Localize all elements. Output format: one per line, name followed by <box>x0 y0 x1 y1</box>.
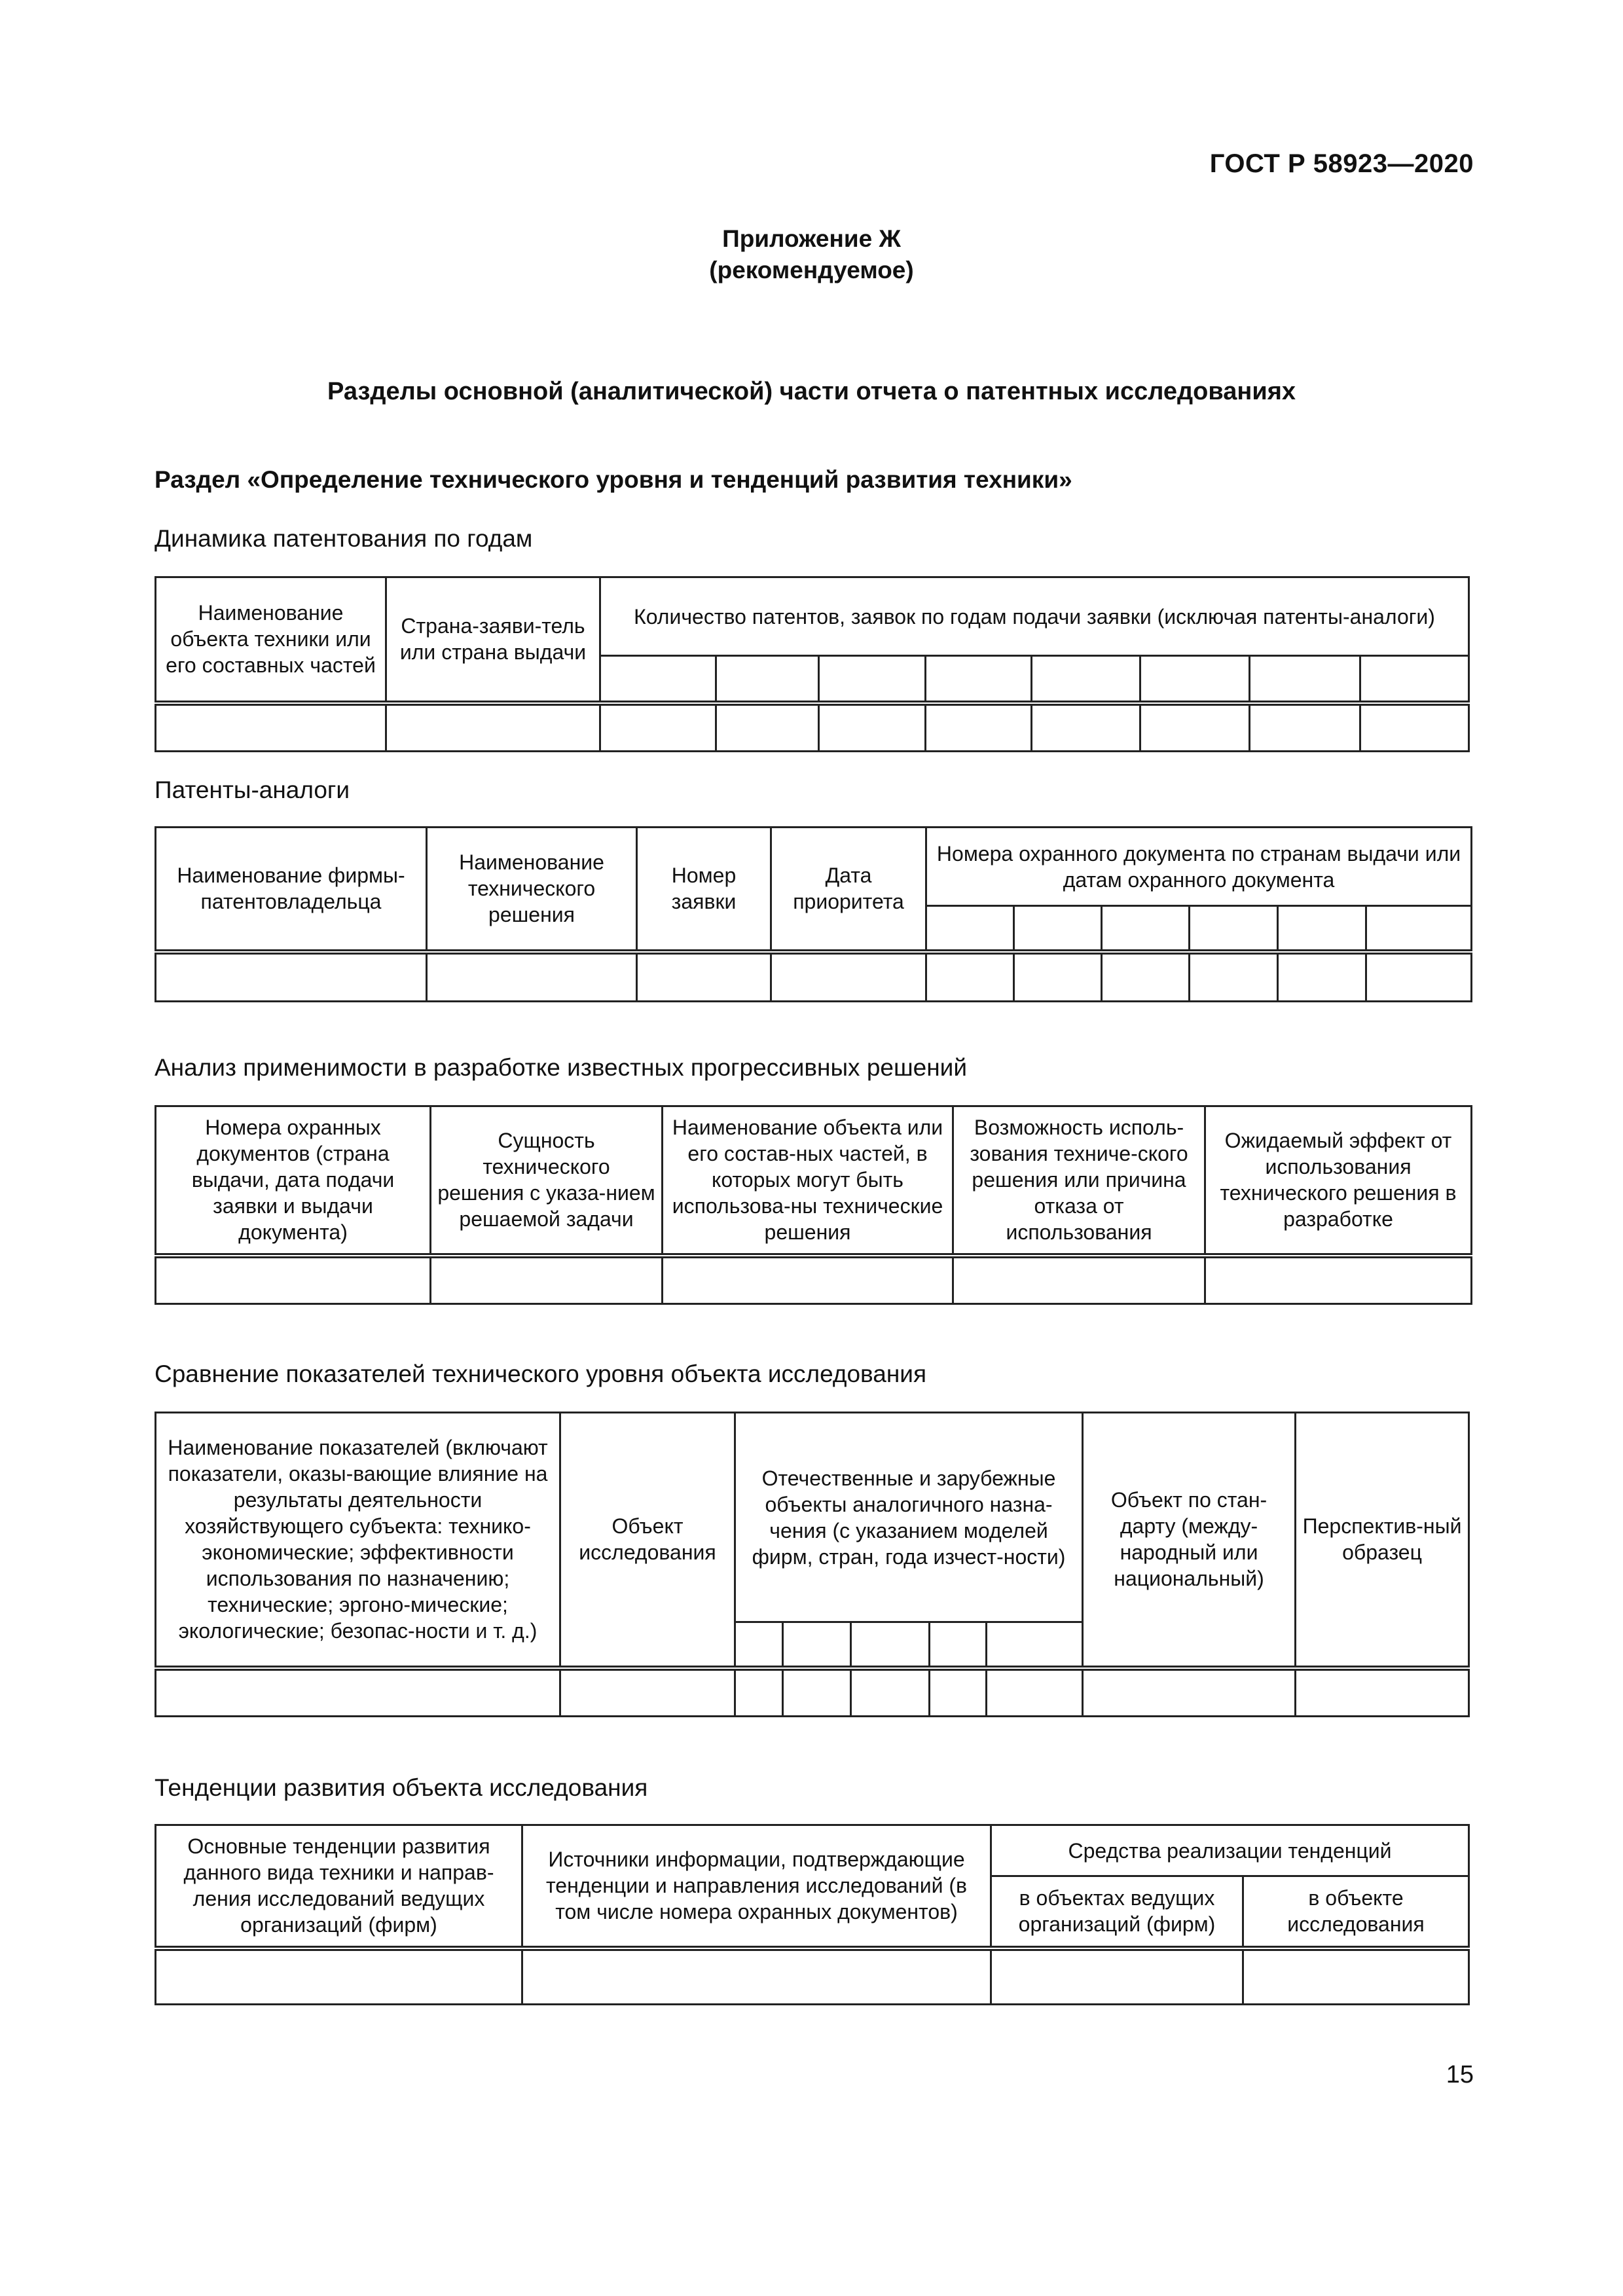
t5-data-cell <box>1243 1948 1469 2005</box>
appendix-status: (рекомендуемое) <box>709 257 914 283</box>
t2-data-cell <box>156 952 427 1002</box>
t4-sub-cell <box>851 1622 930 1668</box>
t1-header-object: Наименование объекта техники или его составных частей <box>156 577 386 703</box>
t1-data-cell <box>1140 703 1250 752</box>
patent-analogs-table <box>155 826 1472 1002</box>
t4-data-cell <box>156 1668 560 1717</box>
t1-data-cell <box>1250 703 1360 752</box>
t2-header-solution: Наименование технического решения <box>427 828 637 952</box>
t4-header-object: Объект исследования <box>560 1413 735 1668</box>
t3-data-cell <box>1205 1256 1472 1304</box>
page-title: Разделы основной (аналитической) части отчета о патентных исследованиях <box>327 378 1296 405</box>
development-trends-table <box>155 1824 1470 2005</box>
t2-data-cell <box>1190 952 1278 1002</box>
t3-data-cell <box>953 1256 1205 1304</box>
t2-header-application-number: Номер заявки <box>637 828 771 952</box>
t1-year-cell <box>716 656 819 703</box>
t4-data-cell <box>735 1668 783 1717</box>
t4-header-standard: Объект по стан-дарту (между-народный или национальный) <box>1083 1413 1296 1668</box>
t4-data-cell <box>1083 1668 1296 1717</box>
t4-header-prospective: Перспектив-ный образец <box>1296 1413 1469 1668</box>
t1-data-cell <box>819 703 926 752</box>
t2-data-cell <box>1014 952 1102 1002</box>
t3-header-possibility: Возможность исполь-зования техниче-ского решения или причина отказа от использования <box>953 1106 1205 1256</box>
t2-data-cell <box>637 952 771 1002</box>
patenting-dynamics-table <box>155 576 1470 752</box>
t2-data-cell <box>771 952 926 1002</box>
section-title: Раздел «Определение технического уровня и тенденций развития техники» <box>155 466 1072 493</box>
t3-header-object: Наименование объекта или его состав-ных частей, в которых могут быть использова-ны технические решения <box>663 1106 953 1256</box>
t5-header-sources: Источники информации, подтверждающие тенденции и направления исследований (в том числе номера охранных документов) <box>522 1825 991 1948</box>
t5-data-cell <box>522 1948 991 2005</box>
t2-sub-cell <box>926 906 1014 952</box>
t2-data-cell <box>1366 952 1472 1002</box>
t1-header-count: Количество патентов, заявок по годам подачи заявки (исключая патенты-аналоги) <box>600 577 1469 656</box>
table5-caption: Тенденции развития объекта исследования <box>155 1774 648 1801</box>
t1-year-cell <box>1140 656 1250 703</box>
t1-header-country: Страна-заяви-тель или страна выдачи <box>386 577 600 703</box>
t2-data-cell <box>926 952 1014 1002</box>
table4-caption: Сравнение показателей технического уровня объекта исследования <box>155 1360 926 1387</box>
t1-year-cell <box>1032 656 1140 703</box>
t3-data-cell <box>431 1256 663 1304</box>
t1-data-cell <box>716 703 819 752</box>
t4-header-analogs: Отечественные и зарубежные объекты аналогичного назна-чения (с указанием моделей фирм, стран, года изчест-ности) <box>735 1413 1083 1622</box>
t1-data-cell <box>600 703 716 752</box>
t5-header-research-object: в объекте исследования <box>1243 1876 1469 1948</box>
t5-data-cell <box>991 1948 1243 2005</box>
t5-header-leading-orgs: в объектах ведущих организаций (фирм) <box>991 1876 1243 1948</box>
t4-sub-cell <box>783 1622 851 1668</box>
t1-year-cell <box>1250 656 1360 703</box>
table1-caption: Динамика патентования по годам <box>155 525 533 552</box>
t3-header-effect: Ожидаемый эффект от использования технического решения в разработке <box>1205 1106 1472 1256</box>
t2-data-cell <box>1102 952 1190 1002</box>
t1-data-cell <box>926 703 1032 752</box>
t3-data-cell <box>663 1256 953 1304</box>
t2-data-cell <box>1278 952 1366 1002</box>
table3-caption: Анализ применимости в разработке известных прогрессивных решений <box>155 1054 968 1081</box>
t2-sub-cell <box>1278 906 1366 952</box>
t1-data-cell <box>156 703 386 752</box>
t4-header-indicators: Наименование показателей (включают показатели, оказы-вающие влияние на результаты деятельности хозяйствующего субъекта: технико-экономические; эффективности использования по назначению; технические; эргоно-мические; экологические; безопас-ности и т. д.) <box>156 1413 560 1668</box>
document-number: ГОСТ Р 58923—2020 <box>1209 149 1474 178</box>
t2-sub-cell <box>1102 906 1190 952</box>
t2-sub-cell <box>1014 906 1102 952</box>
t2-header-document-numbers: Номера охранного документа по странам выдачи или датам охранного документа <box>926 828 1472 906</box>
applicability-analysis-table <box>155 1105 1472 1305</box>
t3-header-documents: Номера охранных документов (страна выдачи, дата подачи заявки и выдачи документа) <box>156 1106 431 1256</box>
t2-sub-cell <box>1190 906 1278 952</box>
t4-sub-cell <box>987 1622 1083 1668</box>
t1-data-cell <box>386 703 600 752</box>
t2-header-firm: Наименование фирмы-патентовладельца <box>156 828 427 952</box>
appendix-label: Приложение Ж <box>722 225 901 252</box>
t3-data-cell <box>156 1256 431 1304</box>
t1-year-cell <box>926 656 1032 703</box>
t5-header-trends: Основные тенденции развития данного вида техники и направ-ления исследований ведущих организаций (фирм) <box>156 1825 522 1948</box>
t4-data-cell <box>930 1668 987 1717</box>
t1-year-cell <box>1360 656 1469 703</box>
t1-data-cell <box>1032 703 1140 752</box>
t1-year-cell <box>600 656 716 703</box>
t4-data-cell <box>987 1668 1083 1717</box>
t5-header-means: Средства реализации тенденций <box>991 1825 1469 1876</box>
t4-data-cell <box>560 1668 735 1717</box>
t4-sub-cell <box>930 1622 987 1668</box>
t5-data-cell <box>156 1948 522 2005</box>
t2-data-cell <box>427 952 637 1002</box>
page-number: 15 <box>1446 2061 1474 2088</box>
table2-caption: Патенты-аналоги <box>155 776 350 803</box>
t1-data-cell <box>1360 703 1469 752</box>
t4-data-cell <box>783 1668 851 1717</box>
t4-data-cell <box>1296 1668 1469 1717</box>
t4-data-cell <box>851 1668 930 1717</box>
t4-sub-cell <box>735 1622 783 1668</box>
technical-level-table <box>155 1412 1470 1717</box>
t2-header-priority-date: Дата приоритета <box>771 828 926 952</box>
t2-sub-cell <box>1366 906 1472 952</box>
t3-header-essence: Сущность технического решения с указа-нием решаемой задачи <box>431 1106 663 1256</box>
t1-year-cell <box>819 656 926 703</box>
